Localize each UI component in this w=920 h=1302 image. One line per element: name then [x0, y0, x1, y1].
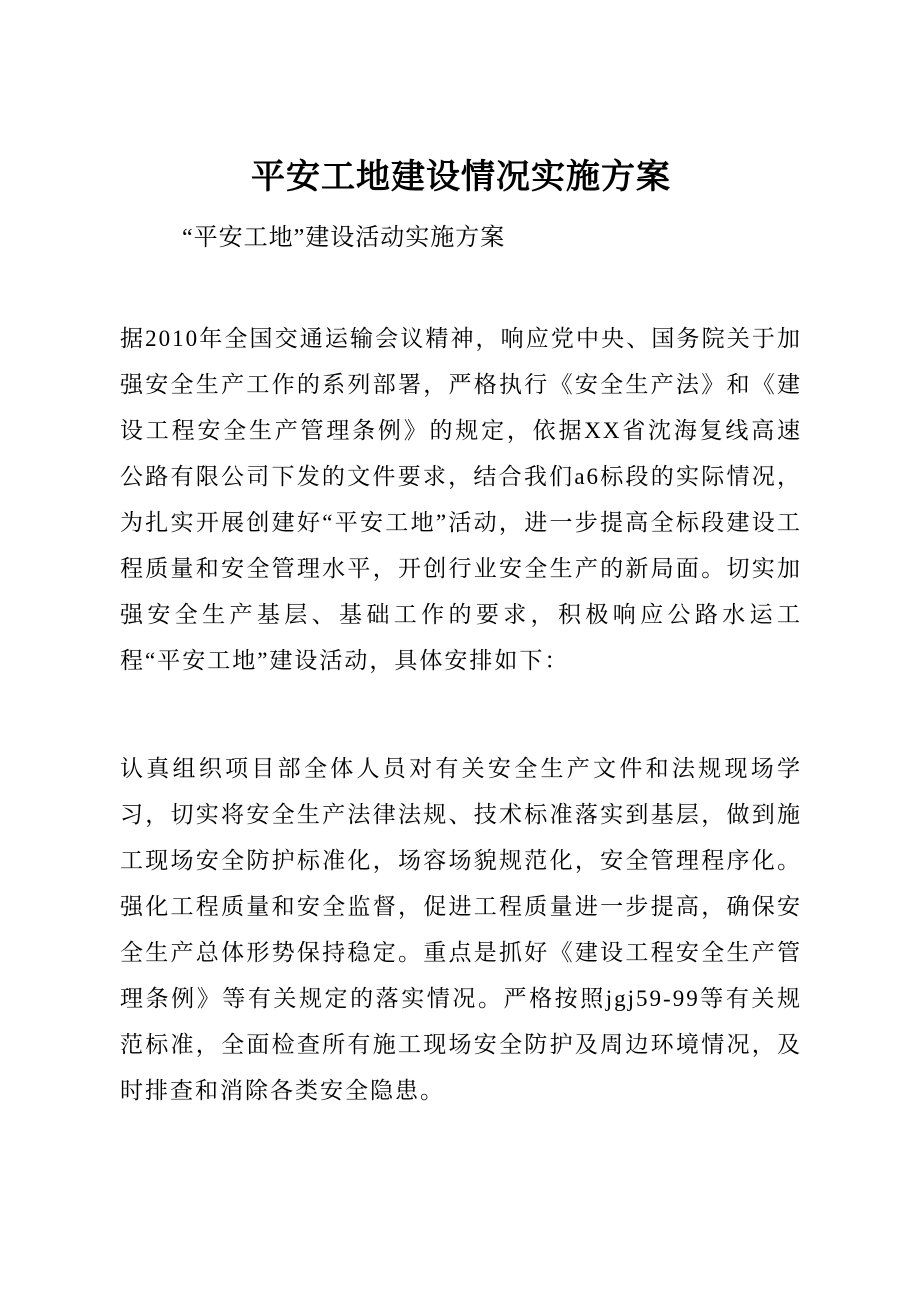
paragraph-1: 据2010年全国交通运输会议精神，响应党中央、国务院关于加强安全生产工作的系列部署，严格执行《安全生产法》和《建设工程安全生产管理条例》的规定，依据XX省沈海复线高速公路有限公司下发的文件要求，结合我们a6标段的实际情况，为扎实开展创建好“平安工地”活动，进一步提高全标段建设工程质量和安全管理水平，开创行业安全生产的新局面。切实加强安全生产基层、基础工作的要求，积极响应公路水运工程“平安工地”建设活动，具体安排如下：: [120, 325, 802, 673]
document-subtitle: “平安工地”建设活动实施方案: [182, 224, 506, 251]
document-title: 平安工地建设情况实施方案: [251, 159, 671, 196]
paragraph-2: 认真组织项目部全体人员对有关安全生产文件和法规现场学习，切实将安全生产法律法规、技术标准落实到基层，做到施工现场安全防护标准化，场容场貌规范化，安全管理程序化。强化工程质量和安全监督，促进工程质量进一步提高，确保安全生产总体形势保持稳定。重点是抓好《建设工程安全生产管理条例》等有关规定的落实情况。严格按照jgj59-99等有关规范标准，全面检查所有施工现场安全防护及周边环境情况，及时排查和消除各类安全隐患。: [120, 755, 802, 1103]
